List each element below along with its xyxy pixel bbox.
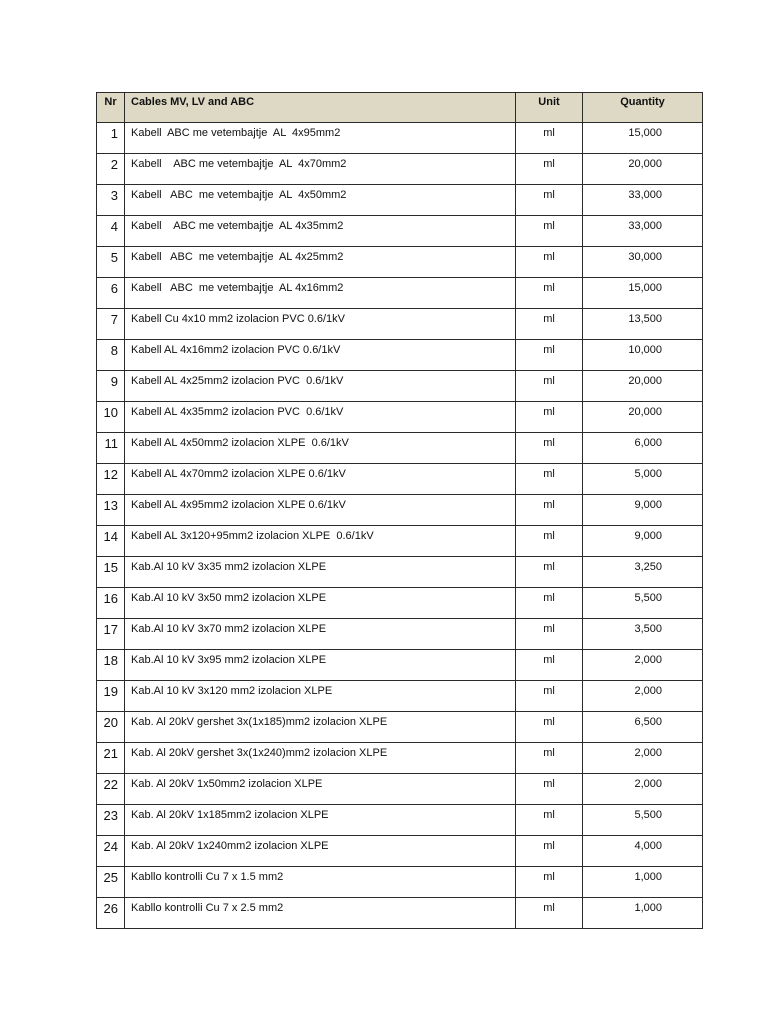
- row-description-cell: Kab.Al 10 kV 3x35 mm2 izolacion XLPE: [125, 557, 516, 588]
- row-number-cell: 18: [97, 650, 125, 681]
- cables-table: [96, 92, 703, 929]
- table-row: [97, 836, 703, 867]
- table-row: [97, 712, 703, 743]
- row-description-cell: Kabell ABC me vetembajtje AL 4x35mm2: [125, 216, 516, 247]
- row-quantity-cell: 9,000: [583, 495, 703, 526]
- row-description-cell: Kabell Cu 4x10 mm2 izolacion PVC 0.6/1kV: [125, 309, 516, 340]
- row-number-cell: 15: [97, 557, 125, 588]
- row-description-cell: Kabell AL 3x120+95mm2 izolacion XLPE 0.6/1kV: [125, 526, 516, 557]
- row-unit-cell: ml: [516, 805, 583, 836]
- row-number-cell: 7: [97, 309, 125, 340]
- row-number-cell: 10: [97, 402, 125, 433]
- table-row: [97, 247, 703, 278]
- row-description-cell: Kab. Al 20kV gershet 3x(1x240)mm2 izolacion XLPE: [125, 743, 516, 774]
- row-unit-cell: ml: [516, 247, 583, 278]
- header-quantity: Quantity: [583, 93, 703, 123]
- row-quantity-cell: 5,500: [583, 588, 703, 619]
- row-number-cell: 23: [97, 805, 125, 836]
- row-unit-cell: ml: [516, 216, 583, 247]
- row-number-cell: 16: [97, 588, 125, 619]
- row-quantity-cell: 6,000: [583, 433, 703, 464]
- header-row: [97, 93, 703, 123]
- header-unit: Unit: [516, 93, 583, 123]
- table-row: [97, 650, 703, 681]
- row-description-cell: Kab.Al 10 kV 3x70 mm2 izolacion XLPE: [125, 619, 516, 650]
- row-quantity-cell: 10,000: [583, 340, 703, 371]
- row-quantity-cell: 33,000: [583, 216, 703, 247]
- row-unit-cell: ml: [516, 278, 583, 309]
- row-description-cell: Kabell AL 4x70mm2 izolacion XLPE 0.6/1kV: [125, 464, 516, 495]
- table-row: [97, 619, 703, 650]
- row-number-cell: 9: [97, 371, 125, 402]
- row-quantity-cell: 5,500: [583, 805, 703, 836]
- row-quantity-cell: 3,500: [583, 619, 703, 650]
- row-unit-cell: ml: [516, 774, 583, 805]
- row-quantity-cell: 4,000: [583, 836, 703, 867]
- table-row: [97, 278, 703, 309]
- table-row: [97, 185, 703, 216]
- table-row: [97, 588, 703, 619]
- table-body: [97, 123, 703, 929]
- row-number-cell: 21: [97, 743, 125, 774]
- row-number-cell: 22: [97, 774, 125, 805]
- row-quantity-cell: 15,000: [583, 278, 703, 309]
- row-quantity-cell: 20,000: [583, 402, 703, 433]
- table-row: [97, 681, 703, 712]
- row-description-cell: Kab.Al 10 kV 3x50 mm2 izolacion XLPE: [125, 588, 516, 619]
- row-number-cell: 11: [97, 433, 125, 464]
- row-quantity-cell: 5,000: [583, 464, 703, 495]
- row-unit-cell: ml: [516, 681, 583, 712]
- row-quantity-cell: 30,000: [583, 247, 703, 278]
- table-row: [97, 123, 703, 154]
- row-description-cell: Kabell ABC me vetembajtje AL 4x16mm2: [125, 278, 516, 309]
- row-description-cell: Kab.Al 10 kV 3x120 mm2 izolacion XLPE: [125, 681, 516, 712]
- table-row: [97, 526, 703, 557]
- row-description-cell: Kabllo kontrolli Cu 7 x 1.5 mm2: [125, 867, 516, 898]
- row-quantity-cell: 20,000: [583, 154, 703, 185]
- row-unit-cell: ml: [516, 712, 583, 743]
- table-row: [97, 309, 703, 340]
- row-quantity-cell: 2,000: [583, 681, 703, 712]
- row-number-cell: 3: [97, 185, 125, 216]
- row-description-cell: Kabell ABC me vetembajtje AL 4x70mm2: [125, 154, 516, 185]
- row-number-cell: 25: [97, 867, 125, 898]
- row-number-cell: 8: [97, 340, 125, 371]
- row-description-cell: Kab. Al 20kV 1x185mm2 izolacion XLPE: [125, 805, 516, 836]
- row-quantity-cell: 1,000: [583, 898, 703, 929]
- row-number-cell: 17: [97, 619, 125, 650]
- row-number-cell: 26: [97, 898, 125, 929]
- row-unit-cell: ml: [516, 340, 583, 371]
- row-unit-cell: ml: [516, 123, 583, 154]
- row-number-cell: 2: [97, 154, 125, 185]
- row-number-cell: 4: [97, 216, 125, 247]
- table-row: [97, 743, 703, 774]
- table-row: [97, 216, 703, 247]
- row-unit-cell: ml: [516, 650, 583, 681]
- row-unit-cell: ml: [516, 588, 583, 619]
- row-unit-cell: ml: [516, 433, 583, 464]
- row-quantity-cell: 20,000: [583, 371, 703, 402]
- row-unit-cell: ml: [516, 867, 583, 898]
- row-unit-cell: ml: [516, 154, 583, 185]
- header-description: Cables MV, LV and ABC: [125, 93, 516, 123]
- table-row: [97, 805, 703, 836]
- row-description-cell: Kabell AL 4x50mm2 izolacion XLPE 0.6/1kV: [125, 433, 516, 464]
- header-nr: Nr: [97, 93, 125, 123]
- row-number-cell: 1: [97, 123, 125, 154]
- row-description-cell: Kabell AL 4x25mm2 izolacion PVC 0.6/1kV: [125, 371, 516, 402]
- table-row: [97, 464, 703, 495]
- table-header: [97, 93, 703, 123]
- row-quantity-cell: 13,500: [583, 309, 703, 340]
- row-description-cell: Kabllo kontrolli Cu 7 x 2.5 mm2: [125, 898, 516, 929]
- row-description-cell: Kabell AL 4x16mm2 izolacion PVC 0.6/1kV: [125, 340, 516, 371]
- row-description-cell: Kab. Al 20kV 1x240mm2 izolacion XLPE: [125, 836, 516, 867]
- table-row: [97, 774, 703, 805]
- row-description-cell: Kab. Al 20kV 1x50mm2 izolacion XLPE: [125, 774, 516, 805]
- row-unit-cell: ml: [516, 743, 583, 774]
- row-unit-cell: ml: [516, 898, 583, 929]
- table-row: [97, 340, 703, 371]
- row-number-cell: 6: [97, 278, 125, 309]
- table-row: [97, 898, 703, 929]
- row-number-cell: 12: [97, 464, 125, 495]
- row-description-cell: Kab. Al 20kV gershet 3x(1x185)mm2 izolacion XLPE: [125, 712, 516, 743]
- row-quantity-cell: 2,000: [583, 774, 703, 805]
- row-unit-cell: ml: [516, 371, 583, 402]
- row-unit-cell: ml: [516, 557, 583, 588]
- row-number-cell: 19: [97, 681, 125, 712]
- table-row: [97, 371, 703, 402]
- table-row: [97, 867, 703, 898]
- row-description-cell: Kab.Al 10 kV 3x95 mm2 izolacion XLPE: [125, 650, 516, 681]
- row-description-cell: Kabell ABC me vetembajtje AL 4x95mm2: [125, 123, 516, 154]
- row-unit-cell: ml: [516, 836, 583, 867]
- table-row: [97, 495, 703, 526]
- row-number-cell: 13: [97, 495, 125, 526]
- row-quantity-cell: 9,000: [583, 526, 703, 557]
- row-quantity-cell: 3,250: [583, 557, 703, 588]
- row-description-cell: Kabell ABC me vetembajtje AL 4x25mm2: [125, 247, 516, 278]
- row-number-cell: 14: [97, 526, 125, 557]
- row-unit-cell: ml: [516, 495, 583, 526]
- row-quantity-cell: 33,000: [583, 185, 703, 216]
- row-number-cell: 24: [97, 836, 125, 867]
- row-quantity-cell: 2,000: [583, 650, 703, 681]
- row-quantity-cell: 2,000: [583, 743, 703, 774]
- table-row: [97, 402, 703, 433]
- row-number-cell: 5: [97, 247, 125, 278]
- table-row: [97, 433, 703, 464]
- row-unit-cell: ml: [516, 185, 583, 216]
- table-row: [97, 557, 703, 588]
- row-unit-cell: ml: [516, 619, 583, 650]
- row-unit-cell: ml: [516, 526, 583, 557]
- row-quantity-cell: 15,000: [583, 123, 703, 154]
- row-description-cell: Kabell AL 4x35mm2 izolacion PVC 0.6/1kV: [125, 402, 516, 433]
- row-quantity-cell: 1,000: [583, 867, 703, 898]
- table-row: [97, 154, 703, 185]
- row-unit-cell: ml: [516, 402, 583, 433]
- row-description-cell: Kabell ABC me vetembajtje AL 4x50mm2: [125, 185, 516, 216]
- row-quantity-cell: 6,500: [583, 712, 703, 743]
- row-unit-cell: ml: [516, 464, 583, 495]
- row-number-cell: 20: [97, 712, 125, 743]
- row-unit-cell: ml: [516, 309, 583, 340]
- row-description-cell: Kabell AL 4x95mm2 izolacion XLPE 0.6/1kV: [125, 495, 516, 526]
